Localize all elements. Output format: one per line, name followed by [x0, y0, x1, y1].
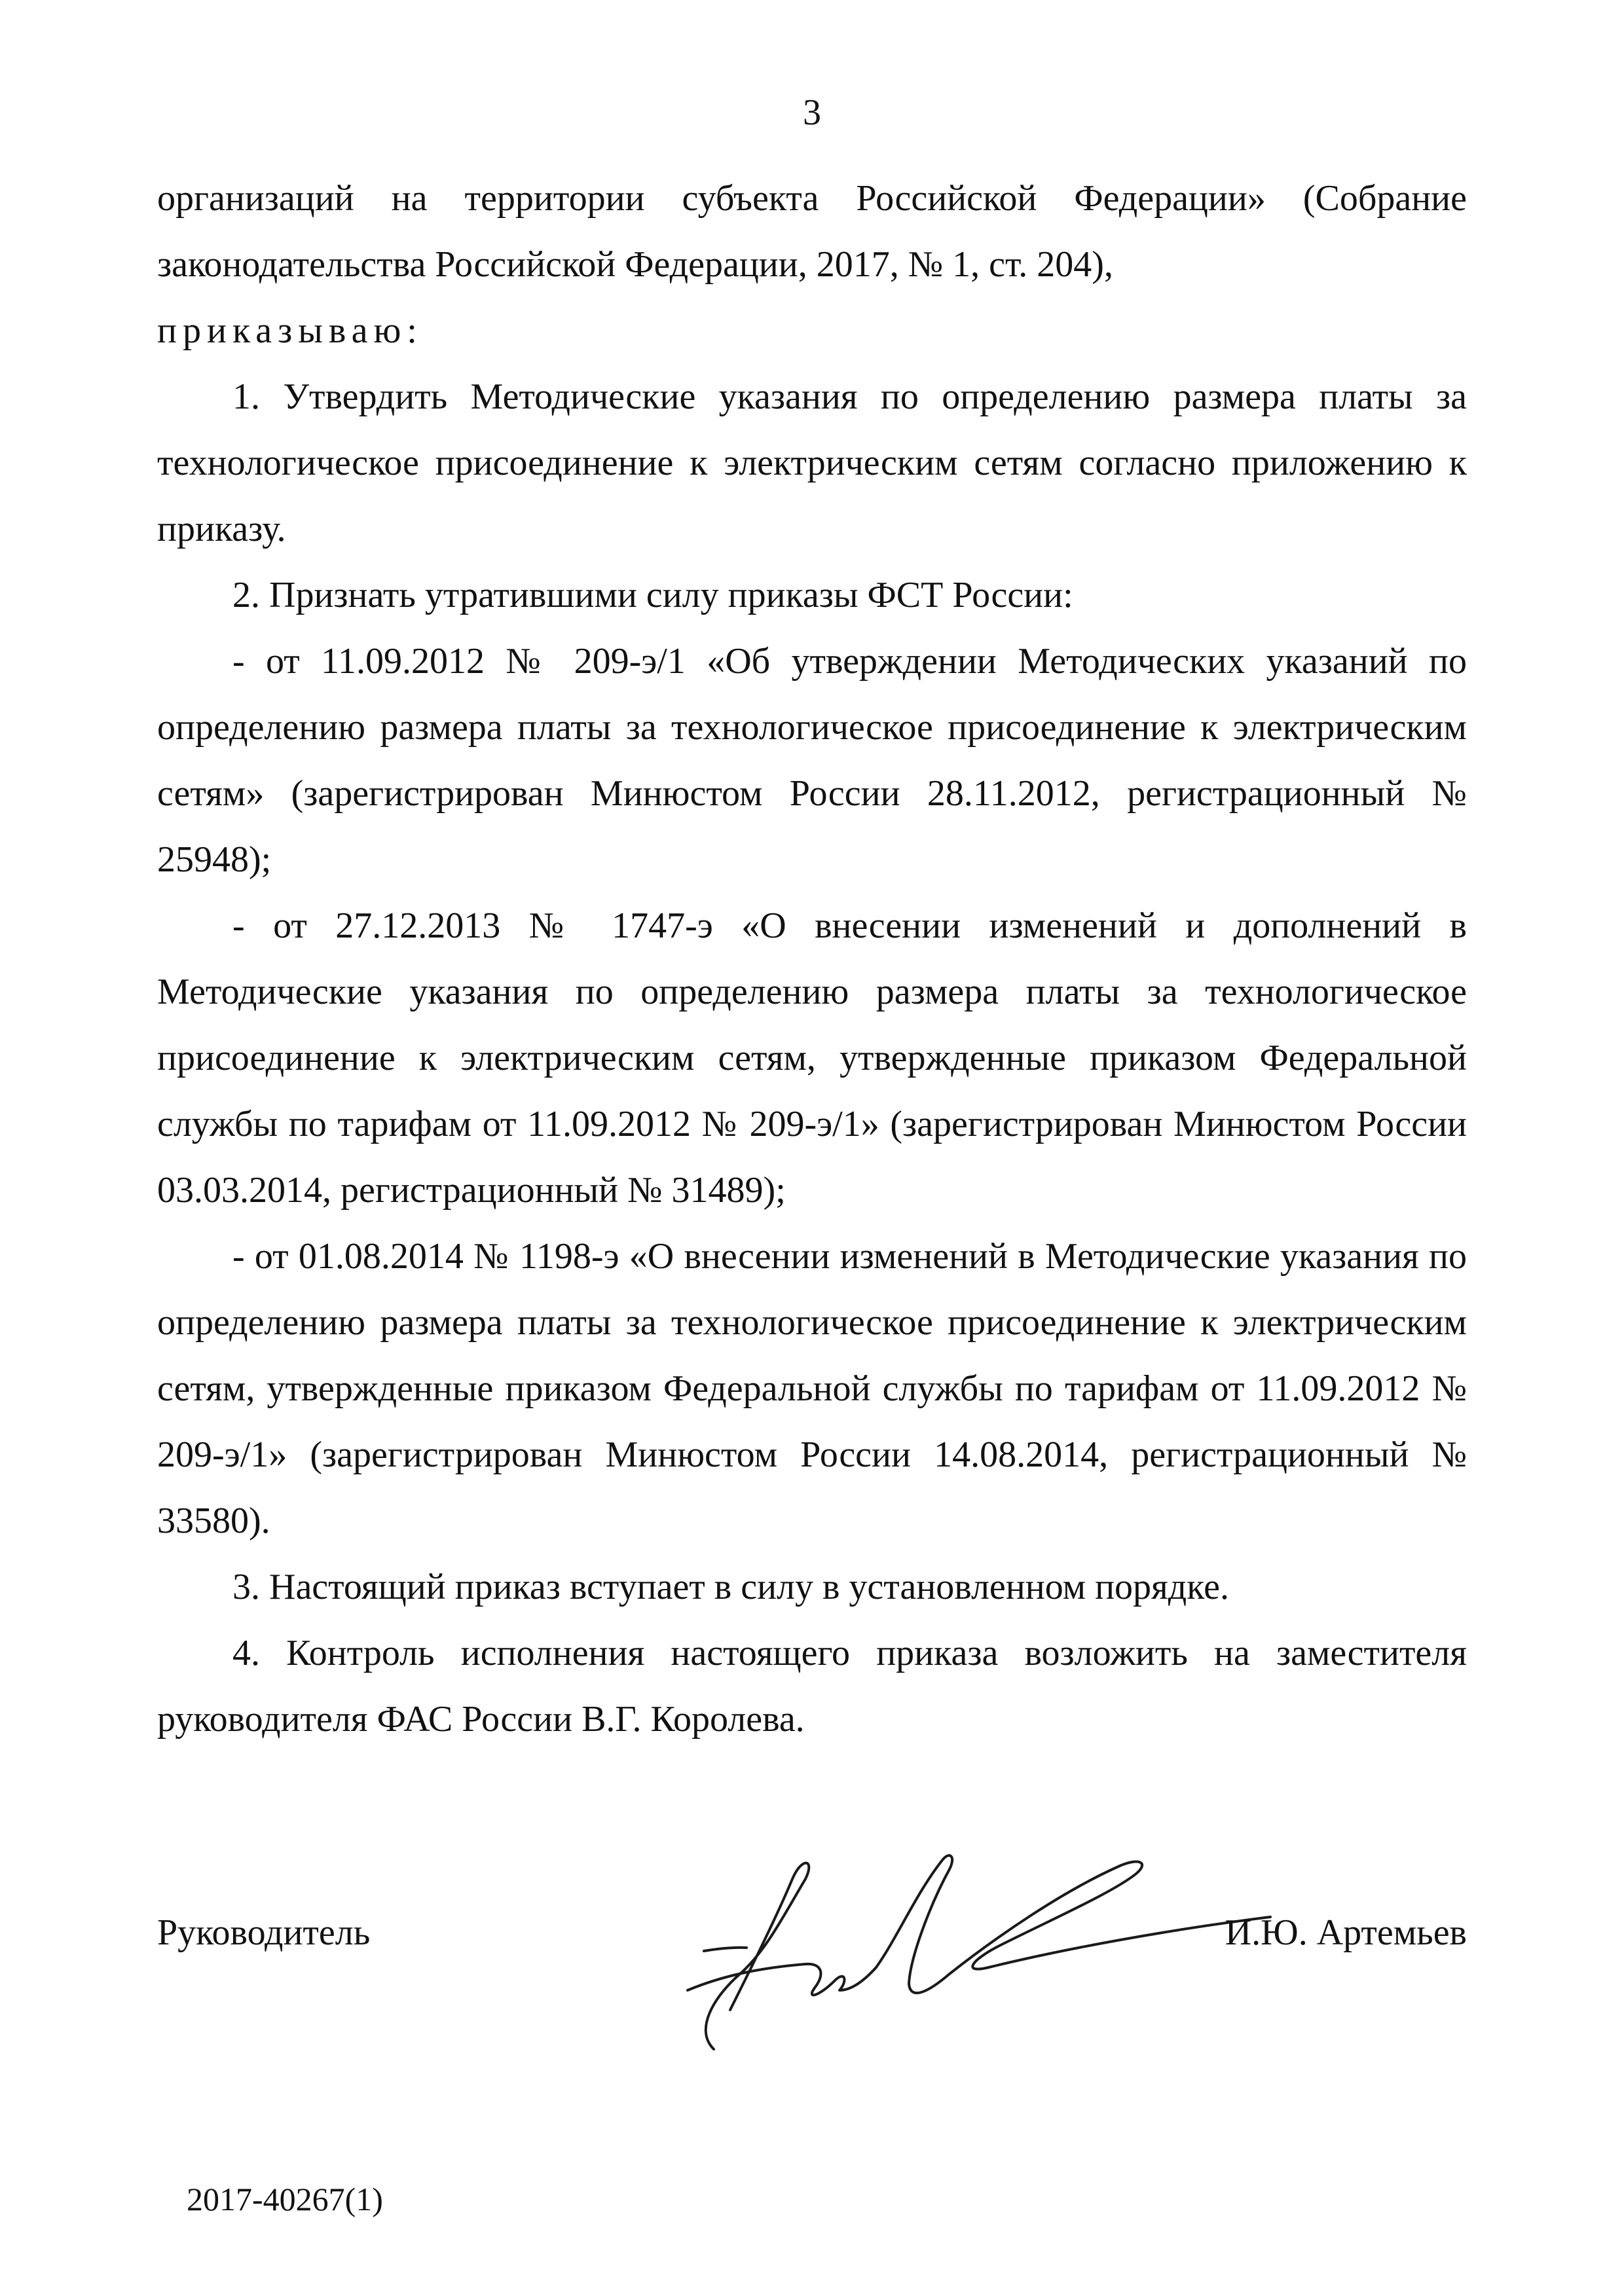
handwritten-signature [668, 1833, 1310, 2069]
document-code: 2017-40267(1) [187, 2181, 383, 2217]
paragraph-item-2: 2. Признать утратившими силу приказы ФСТ России: [232, 575, 1073, 615]
document-body [157, 166, 1467, 1753]
paragraph-repealed-order-2012: - от 11.09.2012 № 209-э/1 «Об утверждении Методических указаний по определению размера платы за технологическое присоединение к электрическим сетям» (зарегистрирован Минюстом России 28.11.2012, регистрационный № 25948); [157, 641, 1467, 880]
paragraph-federal-reference: организаций на территории субъекта Российской Федерации» (Собрание законодательства Российской Федерации, 2017, № 1, ст. 204), [157, 178, 1467, 285]
paragraph-order-word: приказываю: [157, 310, 423, 351]
paragraph-repealed-order-2013: - от 27.12.2013 № 1747-э «О внесении изменений и дополнений в Методические указания по определению размера платы за технологическое присоединение к электрическим сетям, утвержденные приказом Федеральной службы по тарифам от 11.09.2012 № 209-э/1» (зарегистрирован Минюстом России 03.03.2014, регистрационный № 31489); [157, 905, 1467, 1211]
signatory-name: И.Ю. Артемьев [1225, 1912, 1467, 1953]
paragraph-item-4: 4. Контроль исполнения настоящего приказа возложить на заместителя руководителя ФАС России В.Г. Королева. [157, 1633, 1467, 1740]
paragraph-repealed-order-2014: - от 01.08.2014 № 1198-э «О внесении изменений в Методические указания по определению размера платы за технологическое присоединение к электрическим сетям, утвержденные приказом Федеральной службы по тарифам от 11.09.2012 № 209-э/1» (зарегистрирован Минюстом России 14.08.2014, регистрационный № 33580). [157, 1236, 1467, 1541]
signature-block [157, 1886, 1467, 2056]
signatory-position: Руководитель [157, 1912, 371, 1953]
paragraph-item-1: 1. Утвердить Методические указания по определению размера платы за технологическое присоединение к электрическим сетям согласно приложению к приказу. [157, 376, 1467, 549]
paragraph-item-3: 3. Настоящий приказ вступает в силу в установленном порядке. [232, 1567, 1229, 1607]
page-number: 3 [803, 92, 821, 133]
